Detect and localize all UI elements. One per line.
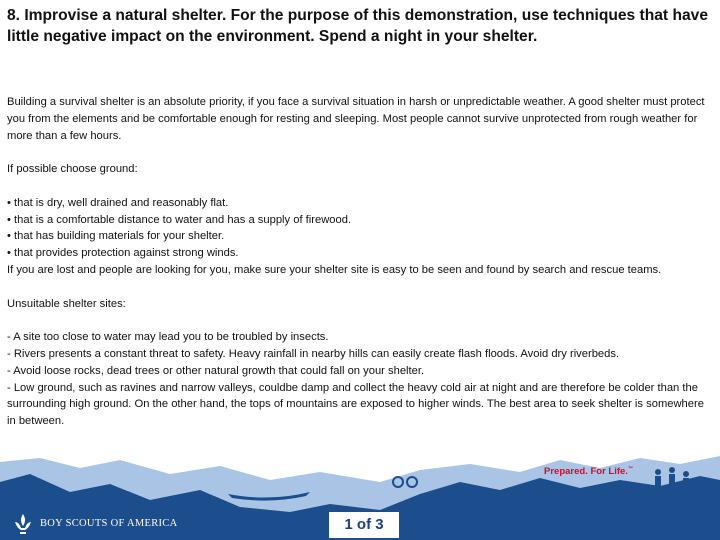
fleur-de-lis-icon <box>10 512 36 538</box>
choose-item: • that provides protection against strong winds. <box>7 247 239 260</box>
choose-ground-heading: If possible choose ground: <box>7 163 138 176</box>
unsuitable-sites-heading: Unsuitable shelter sites: <box>7 297 126 310</box>
unsuitable-item: - Rivers presents a constant threat to safety. Heavy rainfall in nearby hills can easily create flash floods. Avoid dry riverbeds. <box>7 347 620 360</box>
lost-note: If you are lost and people are looking for you, make sure your shelter site is easy to be seen and found by search and rescue teams. <box>7 263 662 276</box>
intro-paragraph: Building a survival shelter is an absolute priority, if you face a survival situation in harsh or unpredictable weather. A good shelter must protect you from the elements and be comfortable enough for resting and sleeping. Most people cannot survive unprotected from rough weather for more than a few hours. <box>7 96 705 142</box>
footer-banner <box>0 452 720 540</box>
choose-item: • that is a comfortable distance to water and has a supply of firewood. <box>7 213 352 226</box>
page-number: 1 of 3 <box>329 512 399 538</box>
document-body <box>7 94 713 430</box>
unsuitable-item: - Low ground, such as ravines and narrow valleys, couldbe damp and collect the heavy cold air at night and are therefore be colder than the surrounding high ground. On the other hand, the tops of mountains are exposed to higher winds. The best area to seek shelter is somewhere in between. <box>7 381 704 428</box>
org-name: BOY SCOUTS OF AMERICA <box>40 518 178 529</box>
tagline: Prepared. For Life.™ <box>544 466 633 478</box>
unsuitable-item: - Avoid loose rocks, dead trees or other natural growth that could fall on your shelter. <box>7 364 425 377</box>
page-heading: 8. Improvise a natural shelter. For the purpose of this demonstration, use techniques that have little negative impact on the environment. Spend a night in your shelter. <box>7 7 709 45</box>
unsuitable-item: - A site too close to water may lead you to be troubled by insects. <box>7 331 329 344</box>
choose-item: • that has building materials for your shelter. <box>7 230 225 243</box>
choose-item: • that is dry, well drained and reasonably flat. <box>7 196 229 209</box>
